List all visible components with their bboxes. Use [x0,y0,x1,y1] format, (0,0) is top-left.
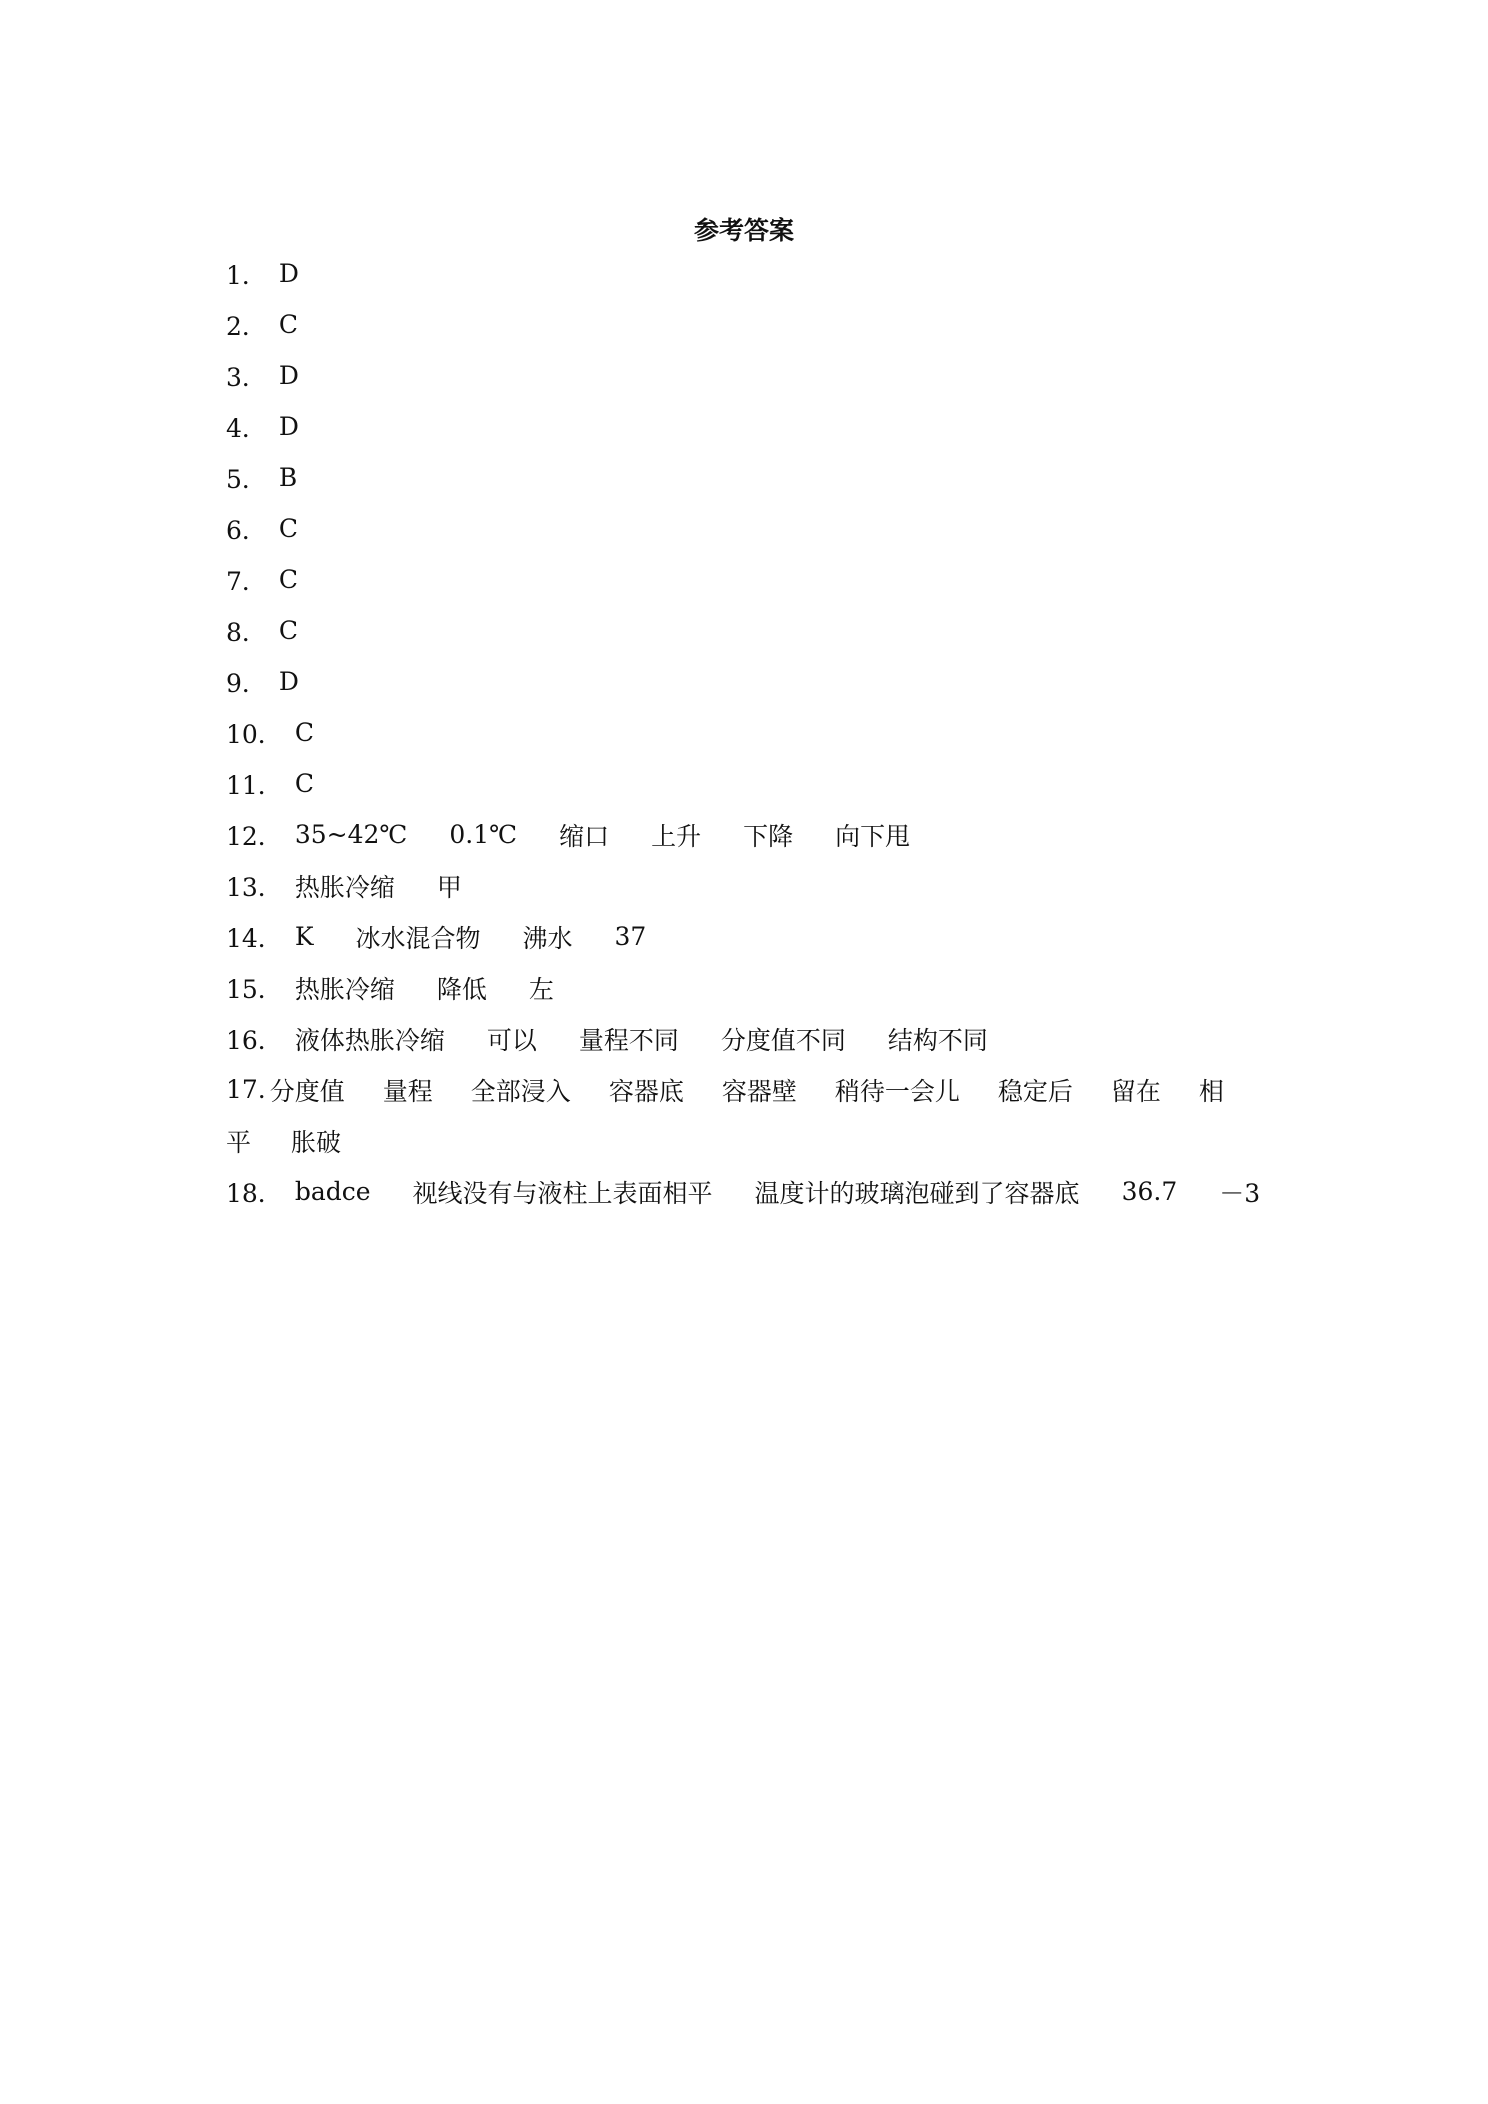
answer-row-14 [226,911,1276,962]
answer-text: 平 [226,1127,252,1157]
answer-text: 可以 [486,1025,537,1055]
answer-row-12 [226,809,1276,860]
answer-row-3 [226,350,1276,401]
answer-row-6 [226,503,1276,554]
answer-number: 12． [226,821,283,851]
answer-text: 向下甩 [835,821,911,851]
answer-text: D [278,412,299,441]
answer-number: 2． [226,311,267,341]
answer-text: C [278,310,299,339]
answer-number: 14． [226,923,283,953]
answer-text: D [278,667,299,696]
answer-row-2 [226,299,1276,350]
answer-text: D [278,259,299,288]
answer-text: D [278,361,299,390]
answer-text: －3 [1219,1178,1261,1208]
answer-text: K [294,922,314,951]
answer-row-4 [226,401,1276,452]
answer-number: 6． [226,515,267,545]
answer-number: 18． [226,1178,283,1208]
answer-text: 留在 [1110,1076,1161,1106]
answer-number: 4． [226,413,267,443]
answer-text: 分度值 [269,1076,345,1106]
answer-text: 36.7 [1121,1177,1178,1206]
answer-number: 16． [226,1025,283,1055]
answer-number: 7． [226,566,267,596]
answer-row-7 [226,554,1276,605]
answer-text: 稍待一会儿 [834,1076,960,1106]
answer-text: 0.1℃ [449,820,518,849]
answer-text: 热胀冷缩 [294,974,395,1004]
answer-row-18 [226,1166,1276,1217]
answer-text: 量程不同 [578,1025,679,1055]
answer-text: 上升 [651,821,702,851]
answer-list [226,248,1276,1217]
answer-row-11 [226,758,1276,809]
answer-row-8 [226,605,1276,656]
answer-text: 相 [1198,1076,1224,1106]
answer-row-13 [226,860,1276,911]
answer-text: C [294,769,314,798]
answer-number: 8． [226,617,267,647]
answer-text: B [278,463,298,492]
answer-text: 35~42℃ [294,820,408,849]
answer-text: 容器壁 [721,1076,797,1106]
answer-text: 37 [614,922,647,951]
answer-row-1 [226,248,1276,299]
answer-text: badce [294,1177,371,1206]
answer-text: 降低 [436,974,487,1004]
answer-text: 量程 [382,1076,433,1106]
answer-row-9 [226,656,1276,707]
answer-number: 5． [226,464,267,494]
answer-number: 17. [226,1075,266,1104]
answer-text: 热胀冷缩 [294,872,395,902]
answer-number: 13． [226,872,283,902]
answer-text: 液体热胀冷缩 [294,1025,445,1055]
answer-text: 冰水混合物 [355,923,481,953]
answer-text: C [278,616,299,645]
answer-row-17 [226,1064,1276,1115]
answer-text: 分度值不同 [720,1025,846,1055]
answer-number: 3． [226,362,267,392]
answer-text: 温度计的玻璃泡碰到了容器底 [754,1178,1080,1208]
answer-number: 15． [226,974,283,1004]
answer-text: 左 [528,974,554,1004]
answer-row-5 [226,452,1276,503]
answer-number: 11． [226,770,283,800]
answer-text: 稳定后 [997,1076,1073,1106]
answer-text: 下降 [743,821,794,851]
answer-text: 胀破 [291,1127,342,1157]
answer-number: 1． [226,260,267,290]
answer-row-10 [226,707,1276,758]
answer-text: 结构不同 [887,1025,988,1055]
answer-number: 9． [226,668,267,698]
page-title: 参考答案 [693,216,794,245]
answer-text: 全部浸入 [470,1076,571,1106]
answer-row-15 [226,962,1276,1013]
answer-text: C [278,565,299,594]
answer-text: 容器底 [608,1076,684,1106]
answer-row-16 [226,1013,1276,1064]
answer-text: C [294,718,314,747]
answer-row-17-continued [226,1115,1276,1166]
answer-text: 沸水 [522,923,573,953]
answer-text: 缩口 [559,821,610,851]
answer-text: 视线没有与液柱上表面相平 [412,1178,713,1208]
answer-text: 甲 [436,872,462,902]
answer-number: 10． [226,719,283,749]
answer-text: C [278,514,299,543]
